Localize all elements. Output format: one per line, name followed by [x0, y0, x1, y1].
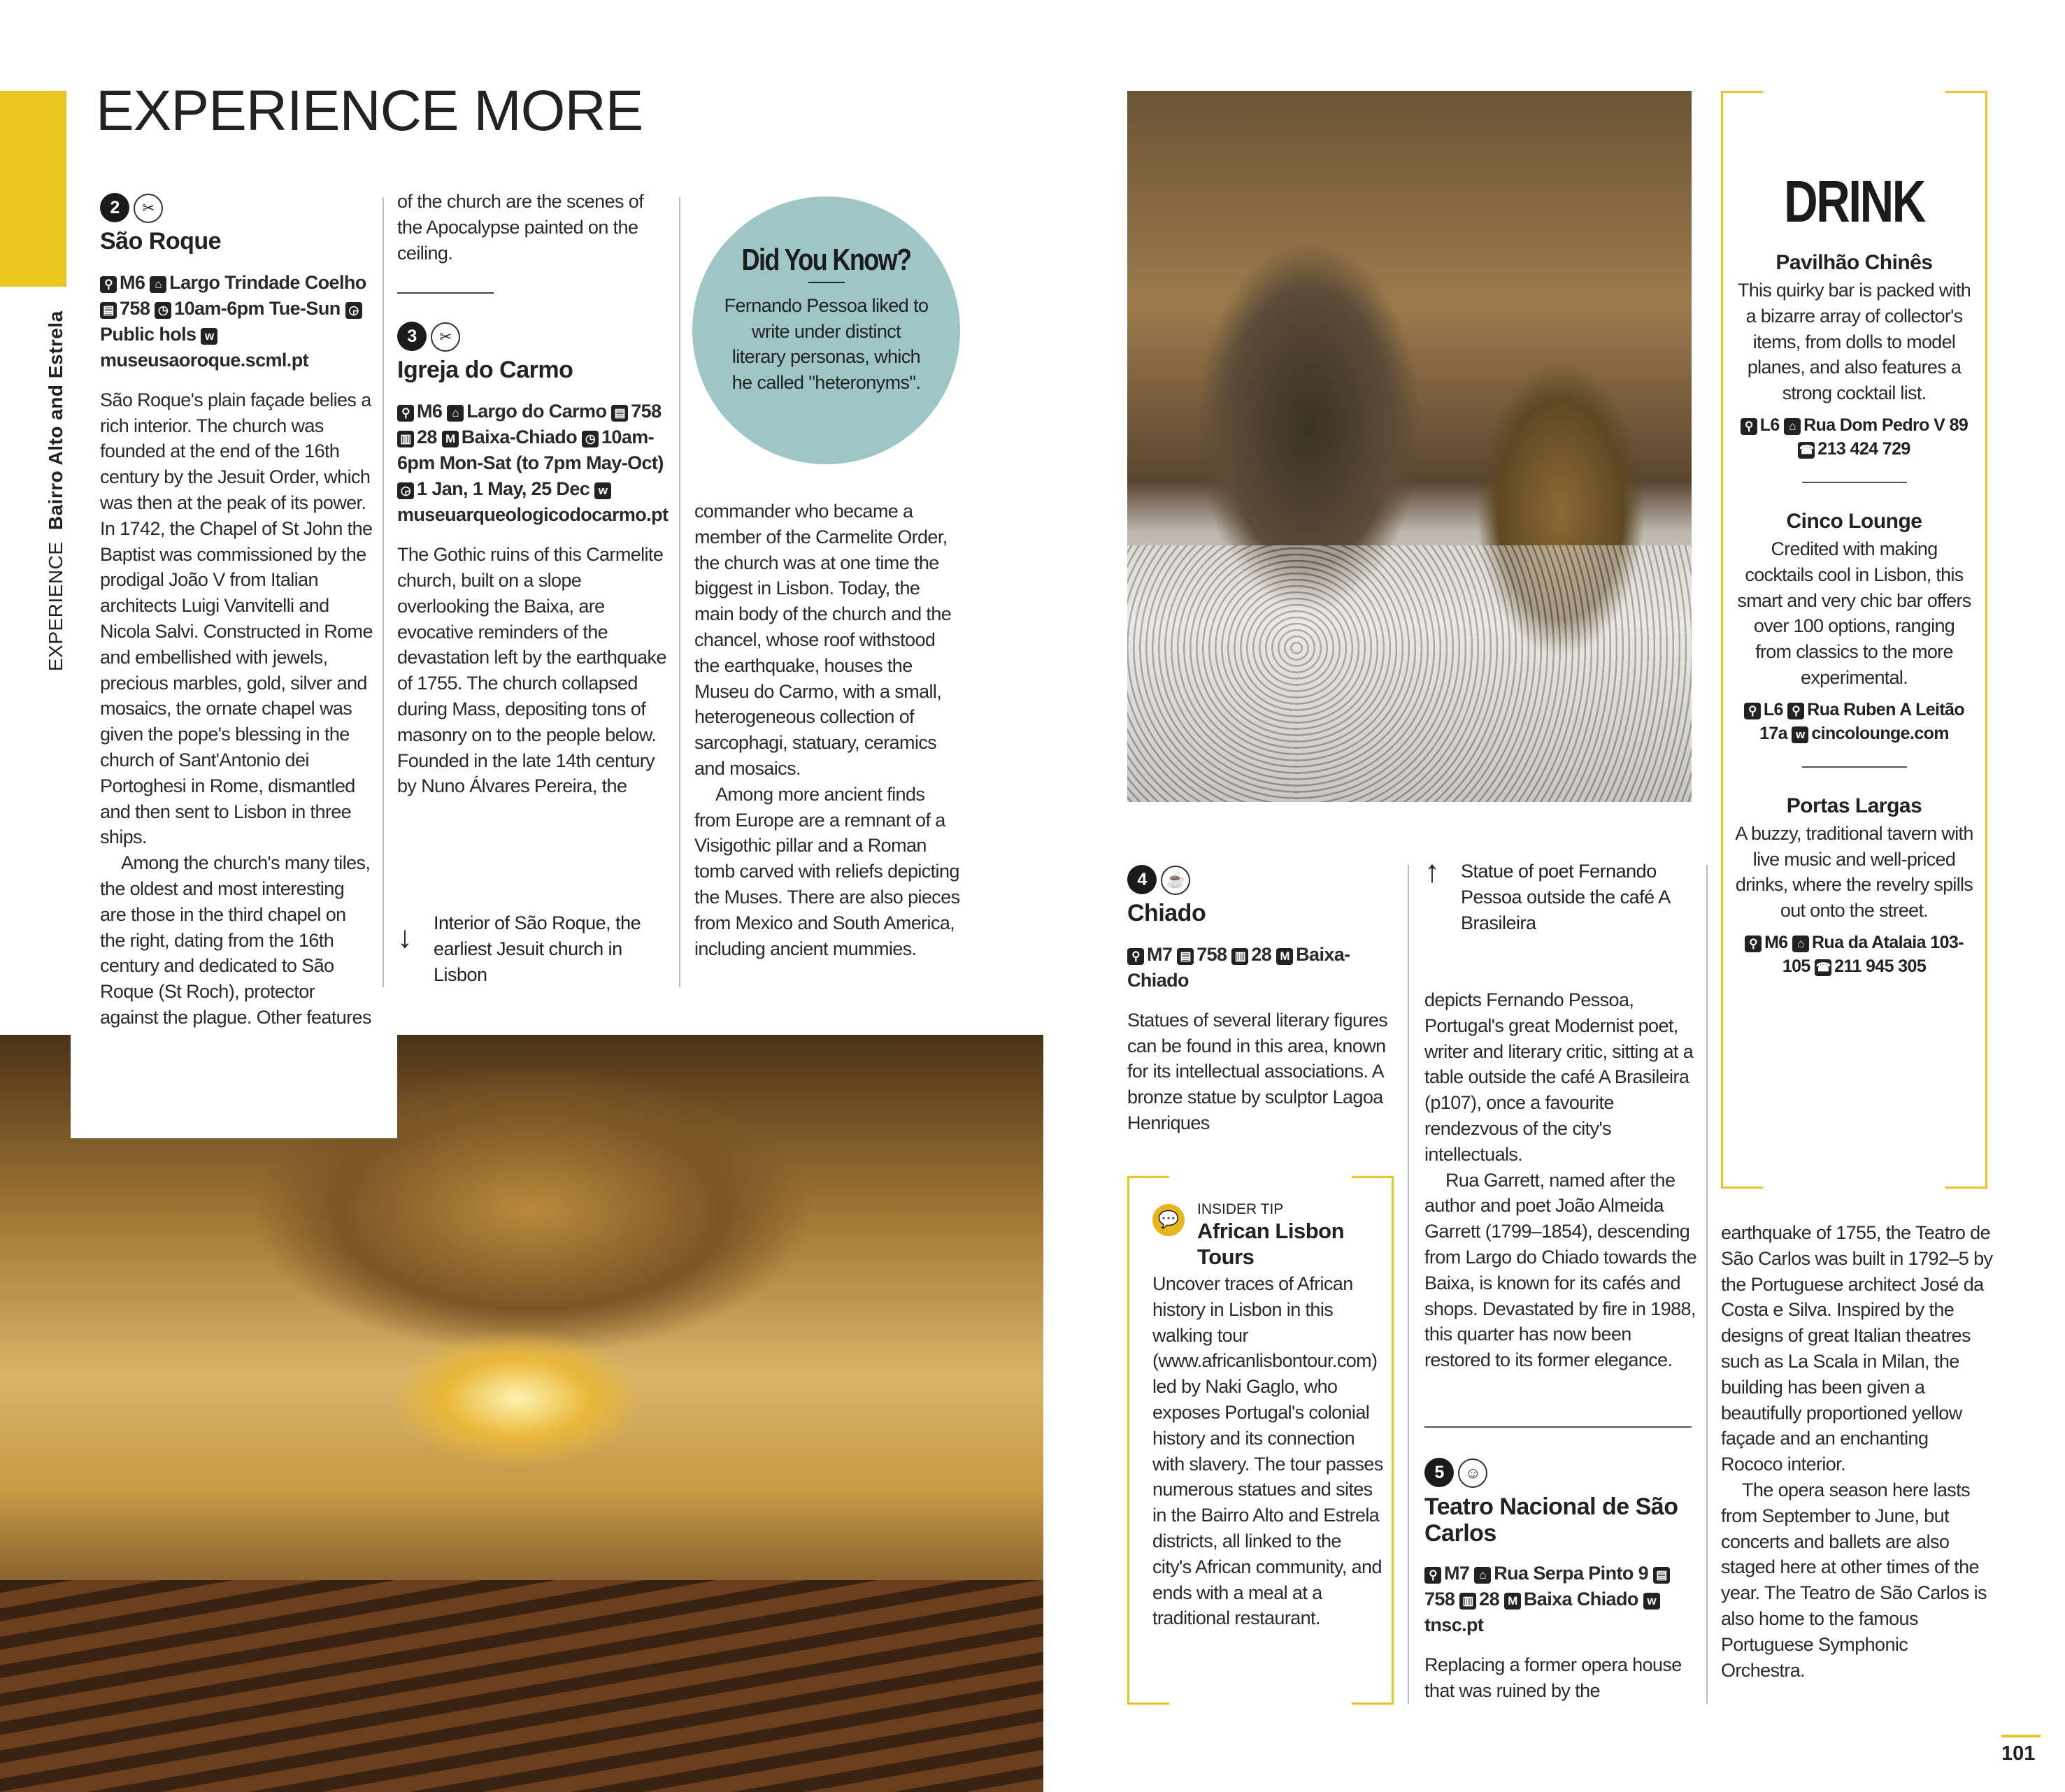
divider [1802, 482, 1907, 483]
bus-icon: ▤ [1177, 948, 1194, 965]
info-item [397, 401, 442, 422]
venue-info [1735, 413, 1973, 461]
church-caption [397, 910, 670, 988]
map-pin-icon: ⚲ [1424, 1567, 1441, 1584]
info-item [1459, 1589, 1499, 1610]
info-item [155, 298, 340, 319]
web-icon: w [594, 482, 611, 499]
tram-icon: ▥ [397, 431, 414, 447]
coffee-cup-icon: ☕ [1161, 866, 1190, 895]
venue-name: Cinco Lounge [1786, 509, 1922, 533]
insider-tip-box [1127, 1176, 1394, 1705]
venue-description: A buzzy, traditional tavern with live music and well-priced drinks, where the revelry spills out onto the street. [1735, 822, 1973, 922]
bus-icon: ▤ [1653, 1567, 1670, 1584]
ticket-icon: ✂ [431, 322, 460, 352]
info-text: 758 [1424, 1589, 1455, 1610]
chiado-entry [1127, 865, 1396, 1136]
column-divider [383, 197, 384, 987]
info-text: 213 424 729 [1817, 438, 1910, 459]
info-item [1741, 415, 1780, 435]
drink-entry [1735, 251, 1973, 483]
info-item [1424, 1563, 1469, 1584]
paragraph: Among the church's many tiles, the oldest and most interesting are those in the third chapel on the right, dating from the 16th century and dedicated to São Roque (St Roch), protector against the plague. Other features [100, 852, 371, 1028]
info-text: Largo Trindade Coelho [169, 271, 366, 293]
bus-icon: ▤ [611, 405, 628, 422]
info-item [1792, 724, 1949, 743]
insider-tip-title: African Lisbon Tours [1197, 1219, 1345, 1269]
metro-icon: M [442, 431, 459, 447]
column-divider [1706, 865, 1708, 1704]
side-label-area: Bairro Alto and Estrela [45, 310, 66, 531]
info-item [397, 427, 437, 447]
address-icon: ⌂ [1474, 1567, 1491, 1584]
entry-body [1424, 1652, 1701, 1704]
info-text: M6 [120, 271, 145, 293]
info-text: L6 [1763, 699, 1783, 719]
address-icon: ⌂ [447, 405, 464, 422]
paragraph: earthquake of 1755, the Teatro de São Carlos was built in 1792–5 by the Portuguese architect José da Costa e Silva. Inspired by the designs of great Italian theatres such as La Scala in Milan, the building has been given a beautifully proportioned yellow façade and an enchanting Rococo interior. [1721, 1222, 1993, 1475]
page-number: 101 [2001, 1742, 2036, 1765]
info-text: 28 [417, 427, 437, 448]
entry-body [397, 542, 670, 799]
venue-description: This quirky bar is packed with a bizarre array of collector's items, from dolls to model planes, and also features a strong cocktail list. [1737, 280, 1971, 404]
did-you-know-title: Did You Know? [741, 243, 911, 277]
arrow-up-icon: ↑ [1424, 854, 1440, 889]
clock-icon: ◷ [582, 431, 599, 447]
map-pin-icon: ⚲ [100, 276, 117, 293]
info-text: cincolounge.com [1811, 723, 1949, 743]
info-text: 28 [1251, 943, 1272, 965]
info-text: 758 [631, 401, 662, 422]
divider [808, 282, 845, 283]
web-icon: w [201, 328, 217, 345]
info-item [1504, 1589, 1638, 1610]
info-item [150, 272, 366, 293]
map-pin-icon: ⚲ [1787, 703, 1804, 719]
info-text: Largo do Carmo [466, 401, 607, 422]
divider [397, 292, 494, 294]
side-label [45, 310, 67, 671]
info-item [100, 272, 145, 293]
info-item [1745, 933, 1788, 952]
column-divider [1408, 865, 1409, 1704]
sao-roque-entry [100, 193, 374, 1031]
info-item [1744, 700, 1783, 719]
phone-icon: ☎ [1815, 959, 1831, 976]
info-text: Baixa-Chiado [461, 427, 578, 448]
address-icon: ⌂ [150, 276, 166, 293]
paragraph: commander who became a member of the Carmelite Order, the church was at one time the biggest in Lisbon. Today, the main body of the church and the chancel, whose roof withstood the earthquake, houses the Museu do Carmo, with a small, heterogeneous collection of sarcophagi, statuary, ceramics and mosaics. [694, 501, 952, 779]
info-item [1784, 415, 1968, 435]
teatro-continuation [1721, 1220, 1994, 1683]
map-pin-icon: ⚲ [1127, 948, 1144, 965]
entry-body [100, 387, 374, 1031]
info-item [1798, 439, 1910, 459]
entry-body [1127, 1008, 1396, 1136]
venue-description: Credited with making cocktails cool in Lisbon, this smart and very chic bar offers over 100 options, ranging from classics to the more experimental. [1737, 538, 1971, 688]
address-icon: ⌂ [1784, 418, 1801, 435]
paragraph: Among more ancient finds from Europe are a remnant of a Visigothic pillar and a Roman tomb carved with reliefs depicting the Muses. There are also pieces from Mexico and South America, including ancient mummies. [694, 783, 960, 959]
map-pin-icon: ⚲ [397, 405, 414, 422]
side-label-section: EXPERIENCE [45, 541, 66, 671]
info-text: M7 [1444, 1563, 1470, 1584]
info-text: M6 [1764, 932, 1788, 952]
did-you-know-circle [692, 196, 960, 464]
paragraph: Statues of several literary figures can be found in this area, known for its intellectual associations. A bronze statue by sculptor Lagoa Henriques [1127, 1009, 1388, 1133]
drink-entry [1735, 794, 1973, 978]
address-icon: ⌂ [1792, 936, 1809, 952]
info-text: Baixa Chiado [1523, 1589, 1638, 1610]
paragraph: Replacing a former opera house that was ruined by the [1424, 1654, 1682, 1701]
caption-text: Statue of poet Fernando Pessoa outside the café A Brasileira [1461, 861, 1670, 933]
info-text: tnsc.pt [1424, 1614, 1484, 1635]
paragraph: The opera season here lasts from September to June, but concerts and ballets are also staged here at other times of the year. The Teatro de São Carlos is also home to the famous Portuguese Symphonic Orchestra. [1721, 1479, 1987, 1681]
info-item [447, 401, 606, 422]
clock-icon: ◷ [155, 302, 171, 319]
insider-tip-text: Uncover traces of African history in Lisbon in this walking tour (www.africanlisbontour.com) led by Naki Gaglo, who exposes Portugal's colonial history and its connection with slavery. The tour passes numerous statues and sites in the Bairro Alto and Estrela districts, all linked to the city's African community, and ends with a meal at a traditional restaurant. [1152, 1273, 1383, 1629]
info-item [611, 401, 661, 422]
info-text: 758 [120, 297, 150, 319]
info-text: 10am-6pm Tue-Sun [174, 297, 341, 319]
venue-info [1735, 698, 1973, 745]
info-item [1127, 944, 1172, 965]
paragraph: depicts Fernando Pessoa, Portugal's great Modernist poet, writer and literary critic, sitting at a table outside the café A Brasileira (p107), once a favourite rendezvous of the city's intellectuals. [1424, 989, 1694, 1165]
map-pin-icon: ⚲ [1741, 418, 1757, 435]
entry-title: Teatro Nacional de São Carlos [1424, 1493, 1678, 1547]
map-pin-icon: ⚲ [1744, 703, 1761, 719]
divider [1802, 766, 1907, 768]
venue-info [1735, 931, 1973, 978]
info-text: L6 [1759, 415, 1780, 435]
drink-box [1721, 91, 1987, 1189]
entry-info [397, 399, 670, 528]
info-text: Rua Ruben A Leitão 17a [1759, 699, 1965, 743]
entry-number: 4 [1127, 865, 1157, 894]
info-item [397, 478, 590, 499]
info-text: Rua da Atalaia 103-105 [1782, 932, 1964, 976]
web-icon: w [1792, 726, 1808, 743]
info-item [442, 427, 577, 447]
cobblestone-pattern [1127, 545, 1692, 802]
caption-text: Interior of São Roque, the earliest Jesuit church in Lisbon [434, 912, 641, 985]
paragraph: The Gothic ruins of this Carmelite church, built on a slope overlooking the Baixa, are evocative reminders of the devastation left by the earthquake of 1755. The church collapsed during Mass, depositing tons of masonry on to the people below. Founded in the late 14th century by Nuno Álvares Pereira, the [397, 544, 666, 797]
venue-name: Pavilhão Chinês [1775, 251, 1933, 274]
accent-bar [0, 91, 66, 287]
entry-number: 3 [397, 322, 427, 351]
paragraph: São Roque's plain façade belies a rich interior. The church was founded at the end of the 16th century by the Jesuit Order, which was then at the peak of its power. In 1742, the Chapel of St John the Baptist was commissioned by the prodigal João V from Italian architects Luigi Vanvitelli and Nicola Salvi. Constructed in Rome and embellished with jewels, precious marbles, gold, silver and mosaics, the ornate chapel was given the pope's blessing in the church of Sant'Antonio dei Portoghesi in Rome, dismantled and then sent to Lisbon in three ships. [100, 389, 373, 848]
info-text: Rua Serpa Pinto 9 [1494, 1563, 1649, 1584]
speech-bubble-icon: 💬 [1152, 1204, 1185, 1236]
info-text: 10am-6pm Mon-Sat (to 7pm May-Oct) [397, 427, 664, 474]
metro-icon: M [1276, 948, 1293, 965]
info-text: Public hols [100, 323, 197, 345]
info-text: Rua Dom Pedro V 89 [1803, 415, 1968, 435]
closed-icon: ◶ [345, 302, 362, 319]
map-pin-icon: ⚲ [1745, 936, 1762, 952]
info-item [100, 298, 150, 319]
page-title: EXPERIENCE MORE [96, 79, 643, 143]
carmo-continuation [694, 499, 964, 961]
tram-icon: ▥ [1231, 948, 1248, 965]
drink-entry [1735, 510, 1973, 768]
column-2 [397, 189, 670, 799]
drink-list [1721, 241, 1987, 978]
entry-info [1424, 1561, 1701, 1638]
drink-title: DRINK [1784, 169, 1924, 234]
paragraph: Rua Garrett, named after the author and poet João Almeida Garrett (1799–1854), descending from Largo do Chiado towards the Baixa, is known for its cafés and shops. Devastated by fire in 1988, this quarter has now been restored to its former elegance. [1424, 1169, 1697, 1371]
entry-title: Igreja do Carmo [397, 357, 573, 384]
info-text: 1 Jan, 1 May, 25 Dec [417, 478, 590, 500]
info-text: Baixa-Chiado [1127, 943, 1350, 991]
web-icon: w [1643, 1593, 1660, 1610]
info-text: 28 [1479, 1589, 1499, 1610]
chiado-continuation [1424, 987, 1697, 1373]
metro-icon: M [1504, 1593, 1521, 1610]
info-text: 211 945 305 [1834, 956, 1927, 976]
entry-number: 5 [1424, 1458, 1454, 1487]
bus-icon: ▤ [100, 302, 117, 319]
info-item [1815, 956, 1926, 976]
arrow-down-icon: ↓ [397, 920, 413, 954]
column-divider [679, 197, 680, 987]
info-text: M6 [417, 401, 443, 422]
statue-caption [1424, 854, 1697, 936]
page-number-rule [2001, 1735, 2041, 1737]
insider-tip-label: INSIDER TIP [1197, 1201, 1284, 1217]
did-you-know-text: Fernando Pessoa liked to write under distinct literary personas, which he called "heteronyms". [724, 295, 929, 393]
ticket-icon: ✂ [134, 194, 163, 223]
info-text: M7 [1147, 943, 1173, 965]
entry-info [1127, 942, 1396, 994]
tram-icon: ▥ [1459, 1593, 1476, 1610]
info-item [1474, 1563, 1648, 1584]
entry-title: Chiado [1127, 900, 1206, 926]
entry-number: 2 [100, 193, 129, 222]
info-text: museusaoroque.scml.pt [100, 349, 308, 371]
phone-icon: ☎ [1798, 442, 1815, 459]
venue-name: Portas Largas [1786, 794, 1922, 817]
theatre-masks-icon: ☺ [1458, 1458, 1487, 1488]
entry-info [100, 270, 374, 373]
divider [1424, 1426, 1692, 1428]
closed-icon: ◶ [397, 482, 414, 499]
entry-title: São Roque [100, 228, 222, 255]
info-item [1231, 944, 1271, 965]
info-item [1177, 944, 1227, 965]
sao-roque-continuation: of the church are the scenes of the Apocalypse painted on the ceiling. [397, 191, 644, 264]
church-pews [0, 1580, 1043, 1792]
info-text: museuarqueologicodocarmo.pt [397, 504, 669, 526]
text-backdrop [71, 1021, 397, 1138]
info-text: 758 [1196, 943, 1227, 965]
teatro-entry [1424, 1458, 1701, 1704]
